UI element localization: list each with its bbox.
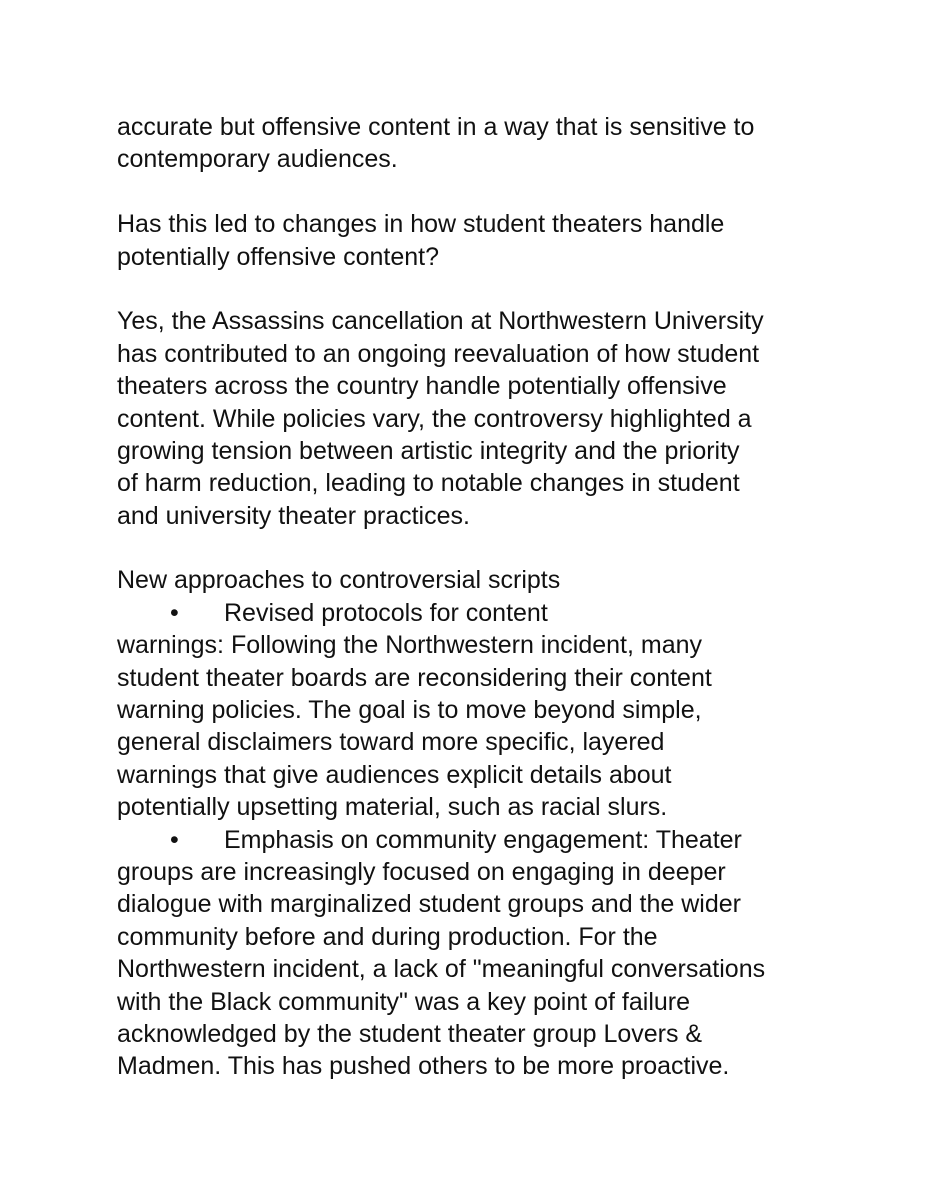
text-line: of harm reduction, leading to notable changes in student (117, 469, 740, 498)
section-heading: New approaches to controversial scripts (117, 566, 561, 595)
text-line: theaters across the country handle potentially offensive (117, 372, 727, 401)
text-line: and university theater practices. (117, 501, 470, 530)
text-line: potentially offensive content? (117, 242, 439, 271)
text-line: warning policies. The goal is to move beyond simple, (117, 696, 702, 725)
question-paragraph (117, 208, 837, 273)
bullet-first-line: Revised protocols for content (224, 598, 548, 627)
intro-paragraph (117, 111, 837, 176)
text-line: dialogue with marginalized student groups and the wider (117, 890, 741, 919)
answer-paragraph (117, 305, 837, 532)
text-line: growing tension between artistic integrity and the priority (117, 436, 740, 465)
bullet-icon: • (170, 825, 179, 854)
text-line: warnings: Following the Northwestern incident, many (117, 631, 702, 660)
text-line: groups are increasingly focused on engaging in deeper (117, 857, 726, 886)
text-line: potentially upsetting material, such as racial slurs. (117, 793, 668, 822)
document-page (117, 111, 837, 1083)
text-line: Northwestern incident, a lack of "meaningful conversations (117, 955, 766, 984)
text-line: Has this led to changes in how student theaters handle (117, 210, 725, 239)
text-line: contemporary audiences. (117, 145, 398, 174)
text-line: accurate but offensive content in a way that is sensitive to (117, 113, 755, 141)
bullet-item (117, 824, 837, 1083)
text-line: acknowledged by the student theater group Lovers & (117, 1019, 703, 1048)
text-line: student theater boards are reconsidering their content (117, 663, 712, 692)
bullet-icon: • (170, 598, 179, 627)
text-line: warnings that give audiences explicit details about (117, 760, 672, 789)
text-line: Madmen. This has pushed others to be more proactive. (117, 1052, 730, 1081)
text-line: general disclaimers toward more specific, layered (117, 728, 665, 757)
text-line: Yes, the Assassins cancellation at Northwestern University (117, 307, 764, 336)
text-line: has contributed to an ongoing reevaluation of how student (117, 339, 760, 368)
text-line: content. While policies vary, the controversy highlighted a (117, 404, 752, 433)
text-line: with the Black community" was a key point of failure (117, 987, 691, 1016)
bullet-item (117, 597, 837, 824)
text-line: community before and during production. For the (117, 922, 658, 951)
bullet-first-line: Emphasis on community engagement: Theater (224, 825, 742, 854)
